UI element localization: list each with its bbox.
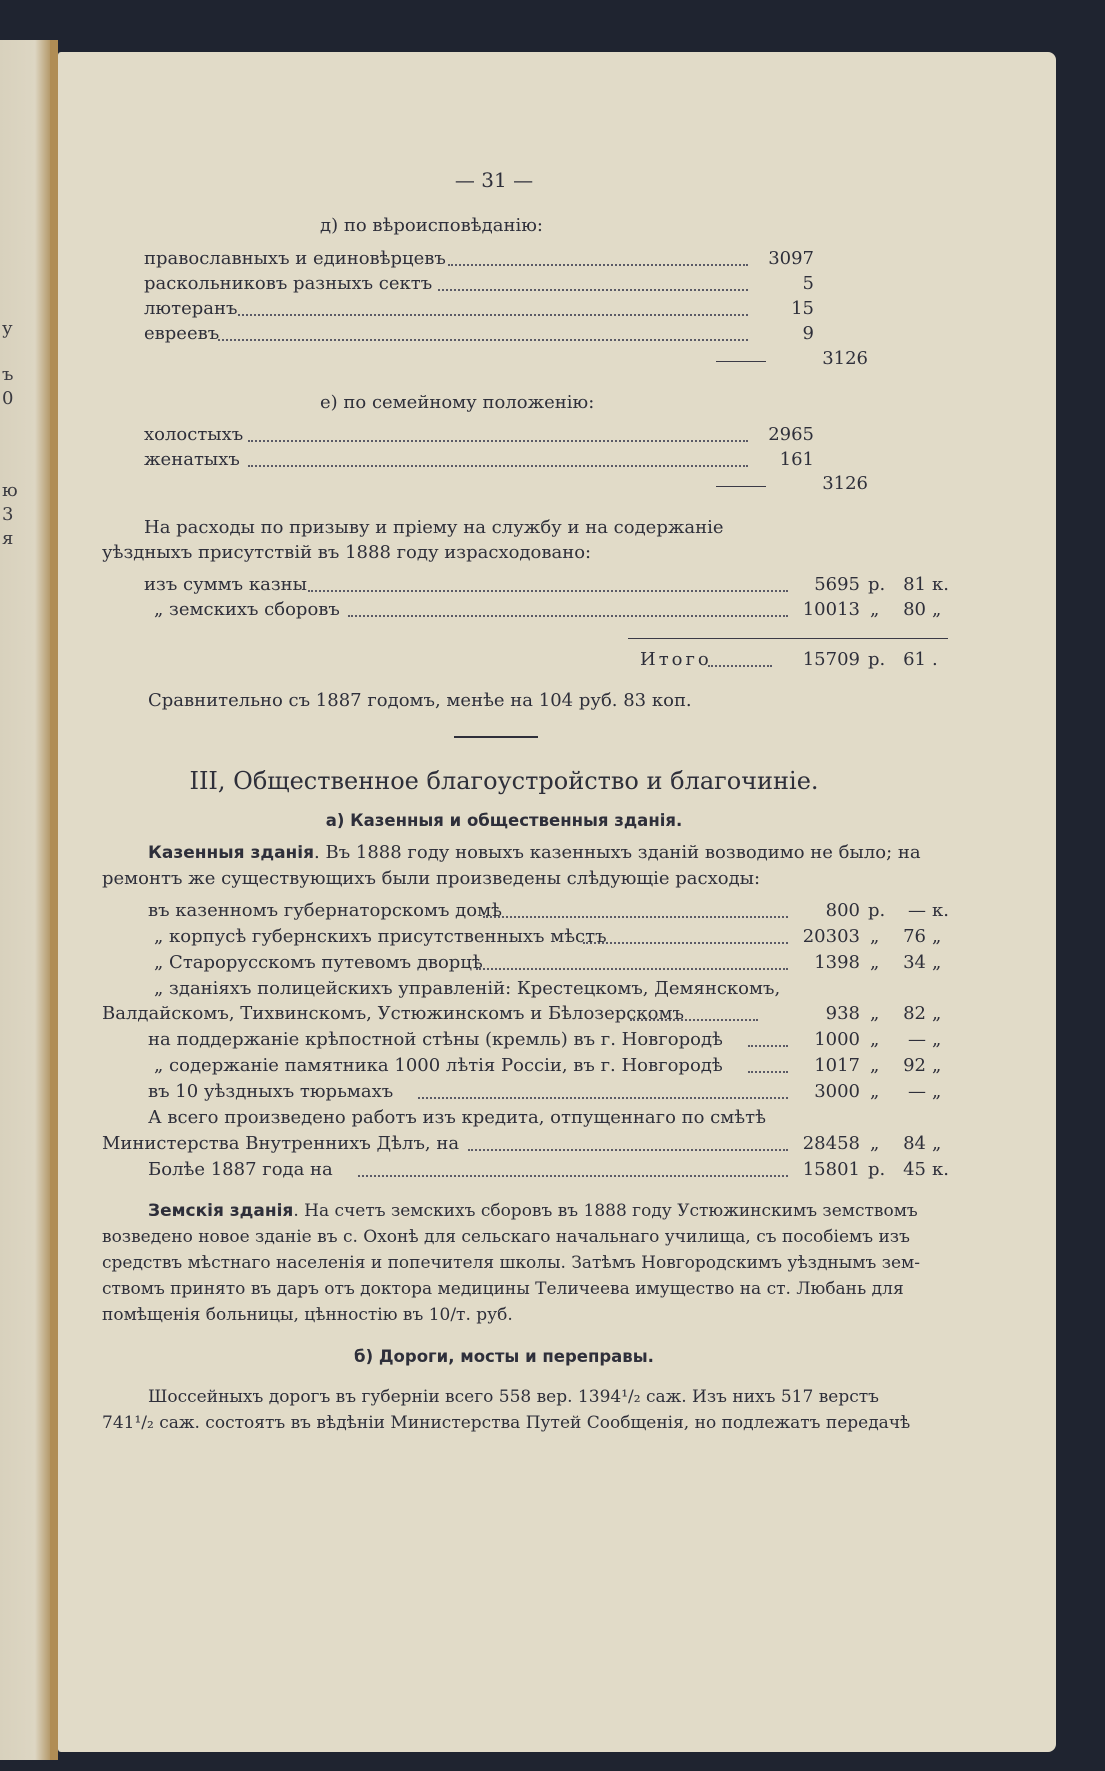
expenses-intro: уѣздныхъ присутствій въ 1888 году израсходовано: [102,542,592,563]
dot-leader [438,289,748,291]
family-label: женатыхъ [144,449,240,470]
repair-label: „ Старорусскомъ путевомъ дворцѣ [154,952,483,973]
rub-unit: „ [870,952,880,973]
total-rule [716,486,766,487]
section-divider [454,736,538,738]
kop-unit: „ [932,926,942,947]
subsection-heading: б) Дороги, мосты и переправы. [354,1347,654,1366]
paragraph-line: 741¹/₂ саж. состоятъ въ вѣдѣніи Министерства Путей Сообщенія, но подлежатъ передачѣ [102,1413,911,1433]
dot-leader [218,339,748,341]
expenses-total-rubles: 15709 [802,649,860,670]
dot-leader [248,440,748,442]
repair-kopecks: 92 [903,1055,926,1076]
paragraph-text: . Въ 1888 году новыхъ казенныхъ зданій возводимо не было; на [314,842,921,863]
left-page-fragment: 0 [2,388,14,409]
paragraph-line: ствомъ принято въ даръ отъ доктора медицины Теличеева имущество на ст. Любань для [102,1279,904,1299]
repair-kopecks: 82 [903,1003,926,1024]
dot-leader [476,968,788,970]
kop-unit: „ [932,599,942,620]
dot-leader [358,1175,788,1177]
kop-unit: „ [932,1055,942,1076]
expenses-comparison: Сравнительно съ 1887 годомъ, менѣе на 104 руб. 83 коп. [148,690,692,711]
expense-rubles: 5695 [814,574,860,595]
rub-unit: „ [870,1029,880,1050]
repair-rubles: 800 [825,900,860,921]
family-label: холостыхъ [144,424,244,445]
family-title: е) по семейному положенію: [320,392,595,413]
rub-unit: „ [870,1055,880,1076]
kop-unit: „ [932,1003,942,1024]
paragraph-text: . На счетъ земскихъ сборовъ въ 1888 году Устюжинскимъ земствомъ [293,1201,918,1221]
expense-kopecks: 80 [903,599,926,620]
total-rule [628,638,948,639]
repair-more-kopecks: 45 [903,1159,926,1180]
rub-unit: „ [870,1003,880,1024]
repair-rubles: 20303 [802,926,860,947]
repair-kopecks: — [908,900,926,921]
kop-unit: к. [932,574,949,595]
dot-leader [348,615,788,617]
dot-leader [468,1149,788,1151]
left-page-fragment: ъ [2,364,14,385]
rub-unit: р. [868,649,886,670]
repair-total-label: Министерства Внутреннихъ Дѣлъ, на [102,1133,460,1154]
paragraph-line: средствъ мѣстнаго населенія и попечителя школы. Затѣмъ Новгородскимъ уѣзднымъ зем- [102,1253,921,1273]
paragraph-line: возведено новое зданіе въ с. Охонѣ для сельскаго начальнаго училища, съ пособіемъ изъ [102,1227,910,1247]
repair-total-label: А всего произведено работъ изъ кредита, отпущеннаго по смѣтѣ [148,1107,766,1128]
rub-unit: „ [870,599,880,620]
left-page-fragment: 3 [2,504,14,525]
rub-unit: „ [870,926,880,947]
repair-label: на поддержаніе крѣпостной стѣны (кремль) въ г. Новгородѣ [148,1029,723,1050]
repair-label: въ 10 уѣздныхъ тюрьмахъ [148,1081,394,1102]
section-heading: III, Общественное благоустройство и благочиніе. [189,767,819,795]
paragraph-line: Шоссейныхъ дорогъ въ губерніи всего 558 вер. 1394¹/₂ саж. Изъ нихъ 517 верстъ [148,1387,879,1407]
repair-kopecks: 76 [903,926,926,947]
dot-leader [448,264,748,266]
rub-unit: „ [870,1133,880,1154]
dot-leader [308,590,788,592]
paragraph-line: помѣщенія больницы, цѣнностію въ 10/т. руб. [102,1305,513,1325]
expenses-intro: На расходы по призыву и пріему на службу и на содержаніе [144,517,724,538]
kop-unit: „ [932,1029,942,1050]
kop-unit: „ [932,1133,942,1154]
repair-rubles: 1398 [814,952,860,973]
kop-unit: . [932,649,938,670]
total-rule [716,361,766,362]
repair-more-label: Болѣе 1887 года на [148,1159,333,1180]
repair-total-kopecks: 84 [903,1133,926,1154]
rub-unit: р. [868,900,886,921]
paragraph-line: ремонтъ же существующихъ были произведены слѣдующіе расходы: [102,868,761,889]
dot-leader [708,665,772,667]
religion-label: раскольниковъ разныхъ сектъ [144,273,433,294]
repair-kopecks: 34 [903,952,926,973]
paragraph-lead: Казенныя зданія [148,843,315,863]
paragraph-line [148,842,921,864]
repair-label: Валдайскомъ, Тихвинскомъ, Устюжинскомъ и Бѣлозерскомъ [102,1003,684,1024]
page-number: — 31 — [454,168,534,192]
religion-value: 3097 [768,248,814,269]
expense-kopecks: 81 [903,574,926,595]
religion-label: лютеранъ [144,298,238,319]
kop-unit: „ [932,1081,942,1102]
dot-leader [248,465,748,467]
dot-leader [483,916,788,918]
dot-leader [583,942,788,944]
religion-label: евреевъ [144,323,220,344]
religion-label: православныхъ и единовѣрцевъ [144,248,446,269]
repair-kopecks: — [908,1081,926,1102]
rub-unit: р. [868,574,886,595]
religion-value: 15 [791,298,814,319]
book-spine [50,40,58,1760]
dot-leader [238,314,748,316]
left-page-fragment: я [2,528,14,549]
left-page-fragment: у [2,318,13,339]
expense-label: изъ суммъ казны [144,574,307,595]
left-page-edge [0,40,50,1760]
left-page-fragment: ю [2,480,18,501]
repair-rubles: 1017 [814,1055,860,1076]
family-value: 161 [779,449,814,470]
repair-label: „ корпусѣ губернскихъ присутственныхъ мѣстъ [154,926,607,947]
religion-value: 5 [802,273,814,294]
dot-leader [418,1097,788,1099]
rub-unit: „ [870,1081,880,1102]
kop-unit: „ [932,952,942,973]
religion-total: 3126 [822,348,868,369]
paragraph-line [148,1200,918,1222]
repair-kopecks: — [908,1029,926,1050]
repair-rubles: 3000 [814,1081,860,1102]
religion-value: 9 [802,323,814,344]
family-value: 2965 [768,424,814,445]
expenses-total-label: Итого [640,649,712,670]
repair-rubles: 938 [825,1003,860,1024]
family-total: 3126 [822,473,868,494]
expenses-total-kopecks: 61 [903,649,926,670]
paragraph-lead: Земскія зданія [148,1201,294,1221]
repair-label: въ казенномъ губернаторскомъ домѣ [148,900,502,921]
repair-total-rubles: 28458 [802,1133,860,1154]
rub-unit: р. [868,1159,886,1180]
dot-leader [630,1019,758,1021]
religion-title: д) по вѣроисповѣданію: [320,215,543,236]
expense-label: „ земскихъ сборовъ [154,599,340,620]
repair-more-rubles: 15801 [802,1159,860,1180]
document-page [58,52,1056,1752]
expense-rubles: 10013 [802,599,860,620]
kop-unit: к. [932,900,949,921]
subsection-heading: а) Казенныя и общественныя зданія. [325,811,683,830]
repair-rubles: 1000 [814,1029,860,1050]
repair-label: „ содержаніе памятника 1000 лѣтія Россіи, въ г. Новгородѣ [154,1055,723,1076]
repair-label: „ зданіяхъ полицейскихъ управленій: Крестецкомъ, Демянскомъ, [154,978,781,999]
kop-unit: к. [932,1159,949,1180]
